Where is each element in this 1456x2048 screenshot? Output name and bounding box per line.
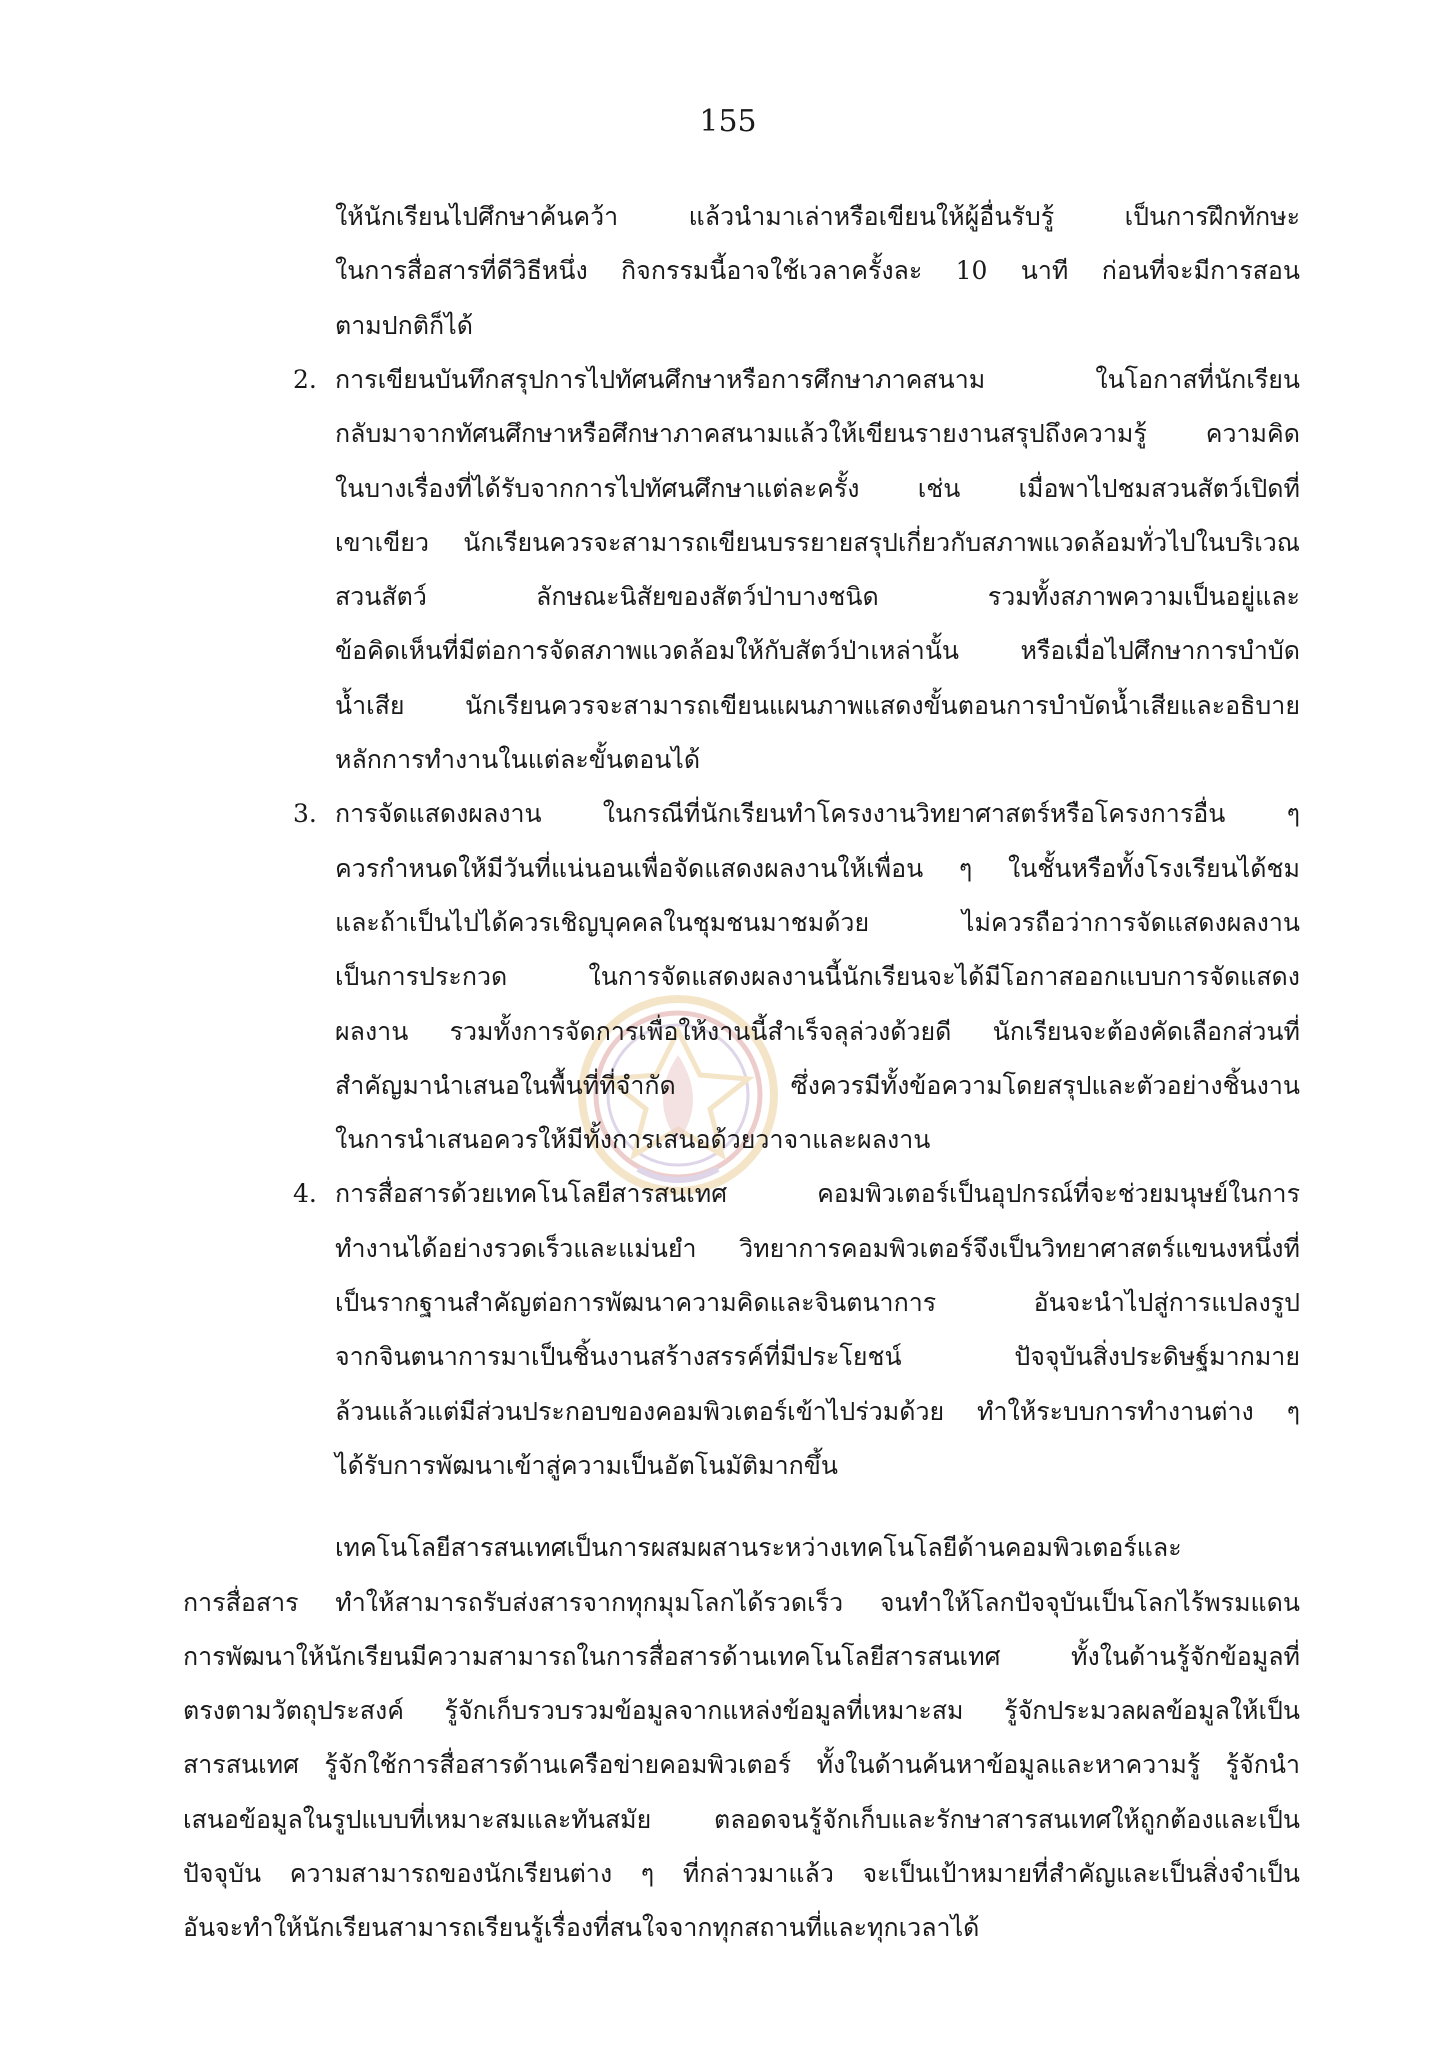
list-item-line — [335, 896, 1300, 950]
line-text: การเขียนบันทึกสรุปการไปทัศนศึกษาหรือการศึกษาภาคสนาม ในโอกาสที่นักเรียน — [335, 364, 1300, 394]
line-text: ตรงตามวัตถุประสงค์ รู้จักเก็บรวบรวมข้อมูลจากแหล่งข้อมูลที่เหมาะสม รู้จักประมวลผลข้อมูลให้เป็น — [183, 1696, 1300, 1726]
line-text: และถ้าเป็นไปได้ควรเชิญบุคคลในชุมชนมาชมด้วย ไม่ควรถือว่าการจัดแสดงผลงาน — [335, 907, 1300, 937]
line-text: ให้นักเรียนไปศึกษาค้นคว้า แล้วนำมาเล่าหรือเขียนให้ผู้อื่นรับรู้ เป็นการฝึกทักษะ — [335, 202, 1300, 231]
line-text: อันจะทำให้นักเรียนสามารถเรียนรู้เรื่องที่สนใจจากทุกสถานที่และทุกเวลาได้ — [183, 1913, 980, 1943]
list-item-line — [335, 842, 1300, 896]
list-item-line — [335, 679, 1300, 733]
paragraph-line — [183, 1738, 1300, 1792]
paragraph-line — [183, 1847, 1300, 1901]
line-text: เทคโนโลยีสารสนเทศเป็นการผสมผสานระหว่างเทคโนโลยีด้านคอมพิวเตอร์และ — [335, 1533, 1182, 1563]
list-item-line — [335, 950, 1300, 1004]
list-item-line — [335, 1005, 1300, 1059]
list-item-line — [335, 733, 1300, 787]
line-text: ในการสื่อสารที่ดีวิธีหนึ่ง กิจกรรมนี้อาจใช้เวลาครั้งละ 10 นาที ก่อนที่จะมีการสอน — [335, 256, 1300, 286]
list-item-line — [335, 1059, 1300, 1113]
list-item-line — [335, 1113, 1300, 1167]
paragraph-line — [335, 1521, 1300, 1575]
line-text: ควรกำหนดให้มีวันที่แน่นอนเพื่อจัดแสดงผลงานให้เพื่อน ๆ ในชั้นหรือทั้งโรงเรียนได้ชม — [335, 853, 1300, 883]
line-text: น้ำเสีย นักเรียนควรจะสามารถเขียนแผนภาพแสดงขั้นตอนการบำบัดน้ำเสียและอธิบาย — [335, 690, 1300, 720]
line-text: กลับมาจากทัศนศึกษาหรือศึกษาภาคสนามแล้วให้เขียนรายงานสรุปถึงความรู้ ความคิด — [335, 419, 1300, 449]
line-text: ในการนำเสนอควรให้มีทั้งการเสนอด้วยวาจาและผลงาน — [335, 1125, 931, 1155]
list-item-line — [293, 353, 1300, 407]
list-item-line — [335, 462, 1300, 516]
line-text: การพัฒนาให้นักเรียนมีความสามารถในการสื่อสารด้านเทคโนโลยีสารสนเทศ ทั้งในด้านรู้จักข้อมูลที่ — [183, 1641, 1300, 1671]
list-item-number: 2. — [293, 364, 317, 394]
list-item-line — [293, 787, 1300, 841]
line-text: เป็นการประกวด ในการจัดแสดงผลงานนี้นักเรียนจะได้มีโอกาสออกแบบการจัดแสดง — [335, 962, 1300, 992]
line-text: ตามปกติก็ได้ — [335, 310, 473, 340]
paragraph-line — [183, 1793, 1300, 1847]
line-text: ทำงานได้อย่างรวดเร็วและแม่นยำ วิทยาการคอมพิวเตอร์จึงเป็นวิทยาศาสตร์แขนงหนึ่งที่ — [335, 1233, 1300, 1263]
line-text: การสื่อสาร ทำให้สามารถรับส่งสารจากทุกมุมโลกได้รวดเร็ว จนทำให้โลกปัจจุบันเป็นโลกไร้พรมแดน — [183, 1587, 1300, 1617]
paragraph-line — [183, 1901, 1300, 1955]
list-item-line — [335, 624, 1300, 678]
list-item-line — [335, 516, 1300, 570]
list-item-line — [335, 1222, 1300, 1276]
list-item-line — [293, 1167, 1300, 1221]
list-item-line — [335, 570, 1300, 624]
continuation-line — [335, 244, 1300, 298]
line-text: ล้วนแล้วแต่มีส่วนประกอบของคอมพิวเตอร์เข้าไปร่วมด้วย ทำให้ระบบการทำงานต่าง ๆ — [335, 1396, 1300, 1426]
line-text: ปัจจุบัน ความสามารถของนักเรียนต่าง ๆ ที่กล่าวมาแล้ว จะเป็นเป้าหมายที่สำคัญและเป็นสิ่งจำเป็น — [183, 1859, 1300, 1888]
list-item-line — [335, 1276, 1300, 1330]
line-text: สำคัญมานำเสนอในพื้นที่ที่จำกัด ซึ่งควรมีทั้งข้อความโดยสรุปและตัวอย่างชิ้นงาน — [335, 1070, 1300, 1100]
line-text: เป็นรากฐานสำคัญต่อการพัฒนาความคิดและจินตนาการ อันจะนำไปสู่การแปลงรูป — [335, 1288, 1300, 1317]
paragraph-line — [183, 1684, 1300, 1738]
line-text: สวนสัตว์ ลักษณะนิสัยของสัตว์ป่าบางชนิด รวมทั้งสภาพความเป็นอยู่และ — [335, 582, 1300, 612]
list-item-line — [335, 1330, 1300, 1384]
continuation-line — [335, 190, 1300, 244]
line-text: จากจินตนาการมาเป็นชิ้นงานสร้างสรรค์ที่มีประโยชน์ ปัจจุบันสิ่งประดิษฐ์มากมาย — [335, 1342, 1300, 1372]
line-text: ข้อคิดเห็นที่มีต่อการจัดสภาพแวดล้อมให้กับสัตว์ป่าเหล่านั้น หรือเมื่อไปศึกษาการบำบัด — [335, 636, 1300, 666]
line-text: เสนอข้อมูลในรูปแบบที่เหมาะสมและทันสมัย ตลอดจนรู้จักเก็บและรักษาสารสนเทศให้ถูกต้องและเป็น — [183, 1804, 1300, 1834]
line-text: หลักการทำงานในแต่ละขั้นตอนได้ — [335, 745, 701, 774]
list-item-line — [335, 1439, 1300, 1493]
list-item-line — [335, 1385, 1300, 1439]
line-text: ในบางเรื่องที่ได้รับจากการไปทัศนศึกษาแต่ละครั้ง เช่น เมื่อพาไปชมสวนสัตว์เปิดที่ — [335, 473, 1300, 503]
line-text: ผลงาน รวมทั้งการจัดการเพื่อให้งานนี้สำเร็จลุล่วงด้วยดี นักเรียนจะต้องคัดเลือกส่วนที่ — [335, 1016, 1300, 1046]
paragraph-line — [183, 1576, 1300, 1630]
line-text: สารสนเทศ รู้จักใช้การสื่อสารด้านเครือข่ายคอมพิวเตอร์ ทั้งในด้านค้นหาข้อมูลและหาความรู้ รู้จักนำ — [183, 1750, 1300, 1780]
paragraph-line — [183, 1630, 1300, 1684]
line-text: การจัดแสดงผลงาน ในกรณีที่นักเรียนทำโครงงานวิทยาศาสตร์หรือโครงการอื่น ๆ — [335, 799, 1300, 829]
line-text: เขาเขียว นักเรียนควรจะสามารถเขียนบรรยายสรุปเกี่ยวกับสภาพแวดล้อมทั่วไปในบริเวณ — [335, 527, 1300, 557]
list-item-line — [335, 407, 1300, 461]
list-item-number: 4. — [293, 1179, 317, 1209]
line-text: การสื่อสารด้วยเทคโนโลยีสารสนเทศ คอมพิวเตอร์เป็นอุปกรณ์ที่จะช่วยมนุษย์ในการ — [335, 1179, 1300, 1209]
list-item-number: 3. — [293, 799, 317, 829]
continuation-line — [335, 299, 1300, 353]
page-number: 155 — [699, 104, 757, 139]
line-text: ได้รับการพัฒนาเข้าสู่ความเป็นอัตโนมัติมากขึ้น — [335, 1450, 838, 1480]
